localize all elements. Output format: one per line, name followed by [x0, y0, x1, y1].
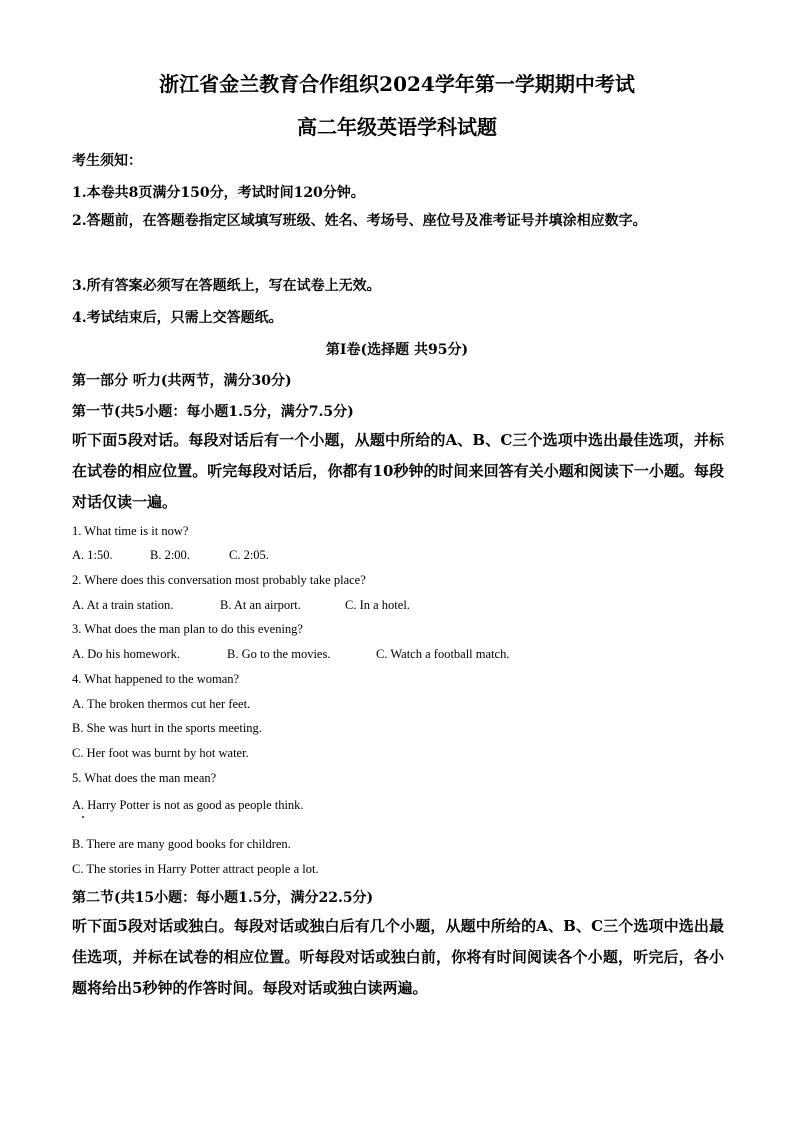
- exam-title: 浙江省金兰教育合作组织2024学年第一学期期中考试: [159, 72, 635, 96]
- section-2-heading: 第二节(共15小题：每小题1.5分，满分22.5分): [72, 890, 374, 906]
- option-a: A. At a train station.: [72, 598, 174, 612]
- option-b: B. At an airport.: [220, 598, 301, 612]
- volume-heading: 第Ⅰ卷(选择题 共95分): [325, 342, 469, 358]
- stray-mark: [82, 816, 84, 818]
- question-1-stem: 1. What time is it now?: [72, 524, 189, 538]
- question-4-stem: 4. What happened to the woman?: [72, 672, 240, 686]
- section-1-heading: 第一节(共5小题：每小题1.5分，满分7.5分): [72, 404, 354, 420]
- option-a: A. 1:50.: [72, 548, 113, 562]
- part-heading: 第一部分 听力(共两节，满分30分): [72, 373, 292, 389]
- question-5-option-c: C. The stories in Harry Potter attract people a lot.: [72, 862, 319, 876]
- question-2-options: [72, 598, 410, 613]
- option-a: A. Do his homework.: [72, 647, 180, 661]
- option-c: C. 2:05.: [229, 548, 269, 562]
- question-4-option-c: C. Her foot was burnt by hot water.: [72, 746, 249, 760]
- question-2-stem: 2. Where does this conversation most probably take place?: [72, 573, 366, 587]
- option-b: B. 2:00.: [150, 548, 190, 562]
- option-c: C. In a hotel.: [345, 598, 410, 612]
- option-b: B. Go to the movies.: [227, 647, 331, 661]
- question-4-option-a: A. The broken thermos cut her feet.: [72, 697, 251, 711]
- notice-item-4: 4.考试结束后，只需上交答题纸。: [72, 310, 283, 326]
- notice-item-2: 2.答题前，在答题卷指定区域填写班级、姓名、考场号、座位号及准考证号并填涂相应数字。: [72, 213, 647, 229]
- question-3-stem: 3. What does the man plan to do this evening?: [72, 622, 303, 636]
- notice-item-1: 1.本卷共8页满分150分，考试时间120分钟。: [72, 185, 365, 201]
- option-c: C. Watch a football match.: [376, 647, 510, 661]
- section-1-instructions: 听下面5段对话。每段对话后有一个小题，从题中所给的A、B、C三个选项中选出最佳选项，并标在试卷的相应位置。听完每段对话后，你都有10秒钟的时间来回答有关小题和阅读下一小题。每段对话仅读一遍。: [72, 431, 724, 511]
- question-4-option-b: B. She was hurt in the sports meeting.: [72, 721, 262, 735]
- question-5-option-b: B. There are many good books for children.: [72, 837, 291, 851]
- question-5-option-a: A. Harry Potter is not as good as people think.: [72, 798, 304, 812]
- notice-item-3: 3.所有答案必须写在答题纸上，写在试卷上无效。: [72, 278, 381, 294]
- notice-heading: 考生须知：: [72, 153, 142, 169]
- question-1-options: [72, 548, 269, 563]
- question-3-options: [72, 647, 509, 662]
- question-5-stem: 5. What does the man mean?: [72, 771, 217, 785]
- section-2-instructions: 听下面5段对话或独白。每段对话或独白后有几个小题，从题中所给的A、B、C三个选项中选出最佳选项，并标在试卷的相应位置。听每段对话或独白前，你将有时间阅读各个小题，听完后，各小题将给出5秒钟的作答时间。每段对话或独白读两遍。: [72, 917, 724, 997]
- exam-subtitle: 高二年级英语学科试题: [297, 115, 497, 139]
